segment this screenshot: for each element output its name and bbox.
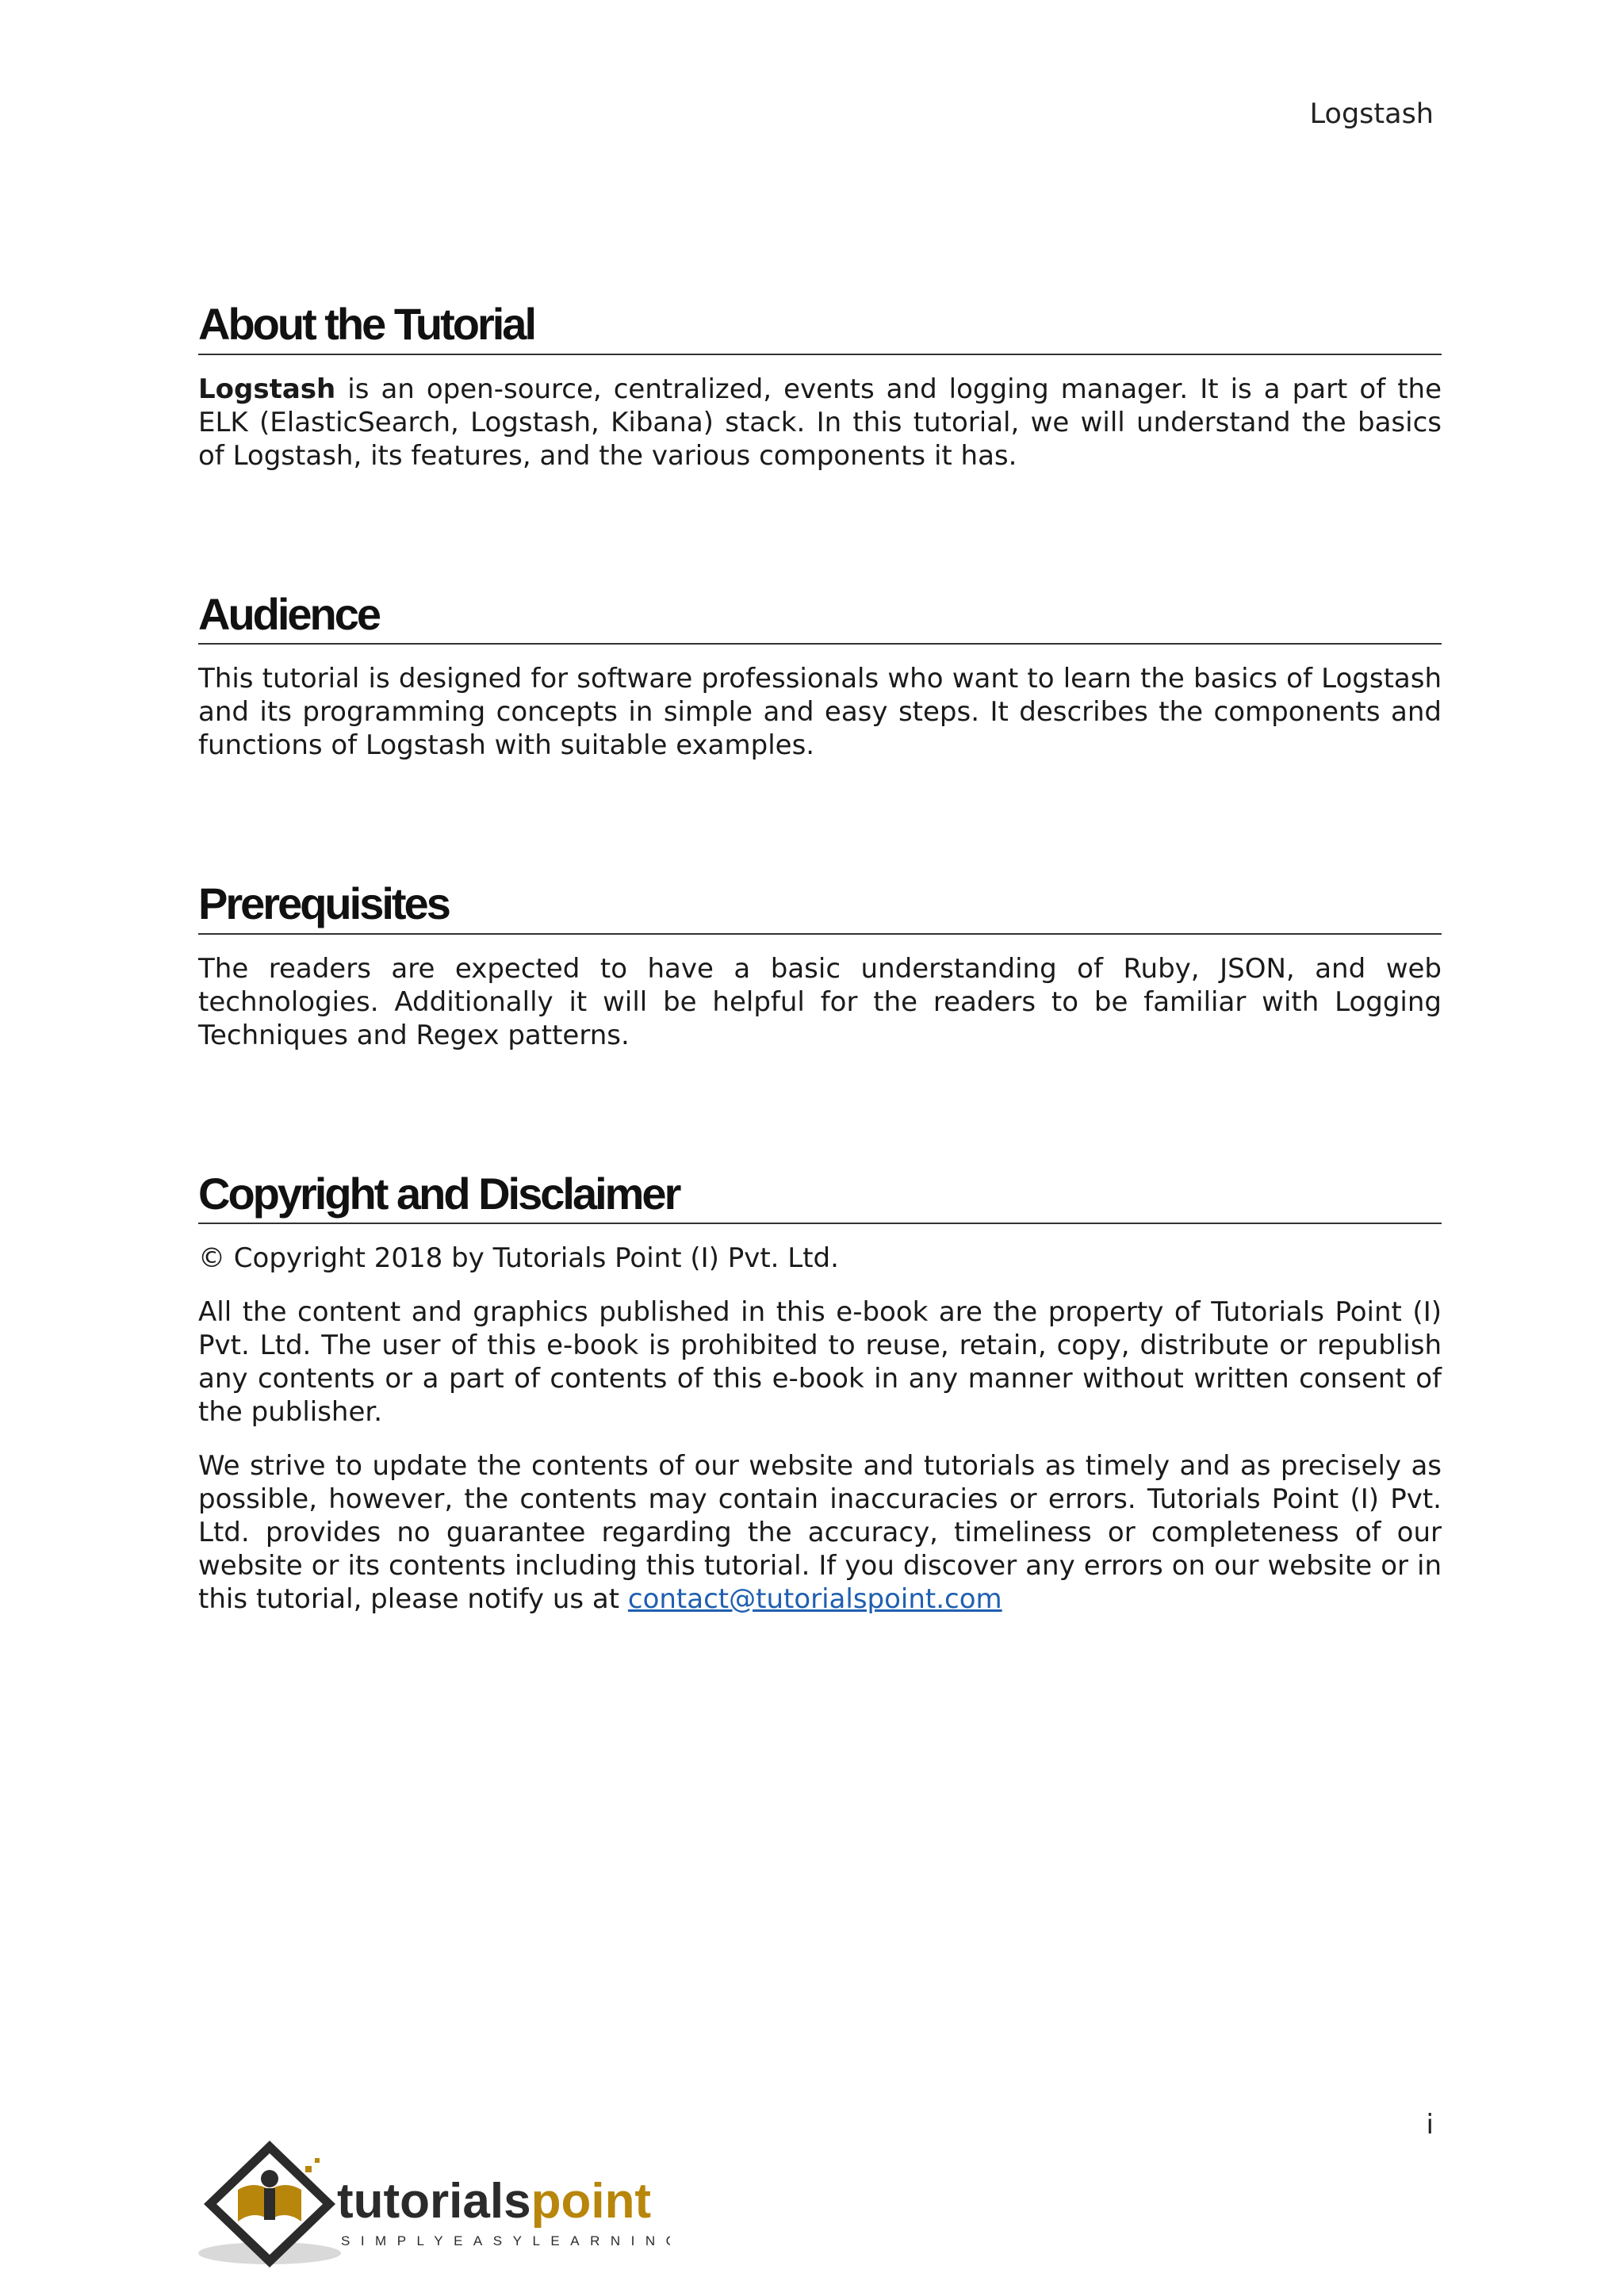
logo-wordmark-point: point — [530, 2174, 652, 2229]
tutorialspoint-logo — [194, 2134, 670, 2269]
copyright-paragraph-2-text: We strive to update the contents of our website and tutorials as timely and as precisely as possible, however, the contents may contain inaccuracies or errors. Tutorials Point (I) Pvt. Ltd. provides no guarantee regarding the accuracy, timeliness or completeness of our website or its contents including this tutorial. If you discover any errors on our website or in this tutorial, please notify us at — [198, 1450, 1442, 1616]
copyright-paragraph-2 — [198, 1449, 1442, 1616]
logo-dot-icon — [305, 2166, 312, 2172]
section-title-audience: Audience — [198, 590, 1442, 645]
section-copyright — [198, 1169, 1442, 1617]
about-paragraph — [198, 373, 1442, 473]
tutorialspoint-logo-graphic — [194, 2134, 670, 2269]
logo-dot-icon — [315, 2158, 320, 2163]
section-title-about: About the Tutorial — [198, 300, 1442, 355]
audience-paragraph: This tutorial is designed for software professionals who want to learn the basics of Logstash and its programming concepts in simple and easy steps. It describes the components and functions of Logstash with suitable examples. — [198, 663, 1442, 762]
about-body-text: is an open-source, centralized, events and logging manager. It is a part of the ELK (ElasticSearch, Logstash, Kibana) stack. In this tutorial, we will understand the basics of Logstash, its features, and the various components it has. — [198, 373, 1442, 472]
section-title-copyright: Copyright and Disclaimer — [198, 1169, 1442, 1225]
logo-wordmark-text — [337, 2174, 651, 2229]
logo-person-body-icon — [264, 2188, 275, 2220]
about-lead-bold: Logstash — [198, 373, 336, 405]
section-about — [198, 300, 1442, 473]
running-header-title: Logstash — [1309, 98, 1434, 130]
contact-email-link[interactable]: contact@tutorialspoint.com — [627, 1583, 1002, 1616]
page-content — [198, 300, 1442, 1616]
logo-tagline-text: SIMPLYEASYLEARNING — [341, 2233, 670, 2248]
page-number: i — [1426, 2109, 1434, 2141]
section-audience — [198, 590, 1442, 763]
prerequisites-paragraph: The readers are expected to have a basic understanding of Ruby, JSON, and web technologies. Additionally it will be helpful for the readers to be familiar with Logging Techniques and Regex patterns. — [198, 952, 1442, 1051]
copyright-paragraph-1: All the content and graphics published in this e-book are the property of Tutorials Point (I) Pvt. Ltd. The user of this e-book is prohibited to reuse, retain, copy, distribute or republish any contents or a part of contents of this e-book in any manner without written consent of the publisher. — [198, 1296, 1442, 1429]
section-prerequisites — [198, 879, 1442, 1052]
copyright-line: © Copyright 2018 by Tutorials Point (I) Pvt. Ltd. — [198, 1242, 839, 1275]
section-title-prerequisites: Prerequisites — [198, 879, 1442, 935]
logo-person-head-icon — [261, 2170, 278, 2187]
logo-wordmark-tutorials: tutorials — [337, 2174, 531, 2229]
